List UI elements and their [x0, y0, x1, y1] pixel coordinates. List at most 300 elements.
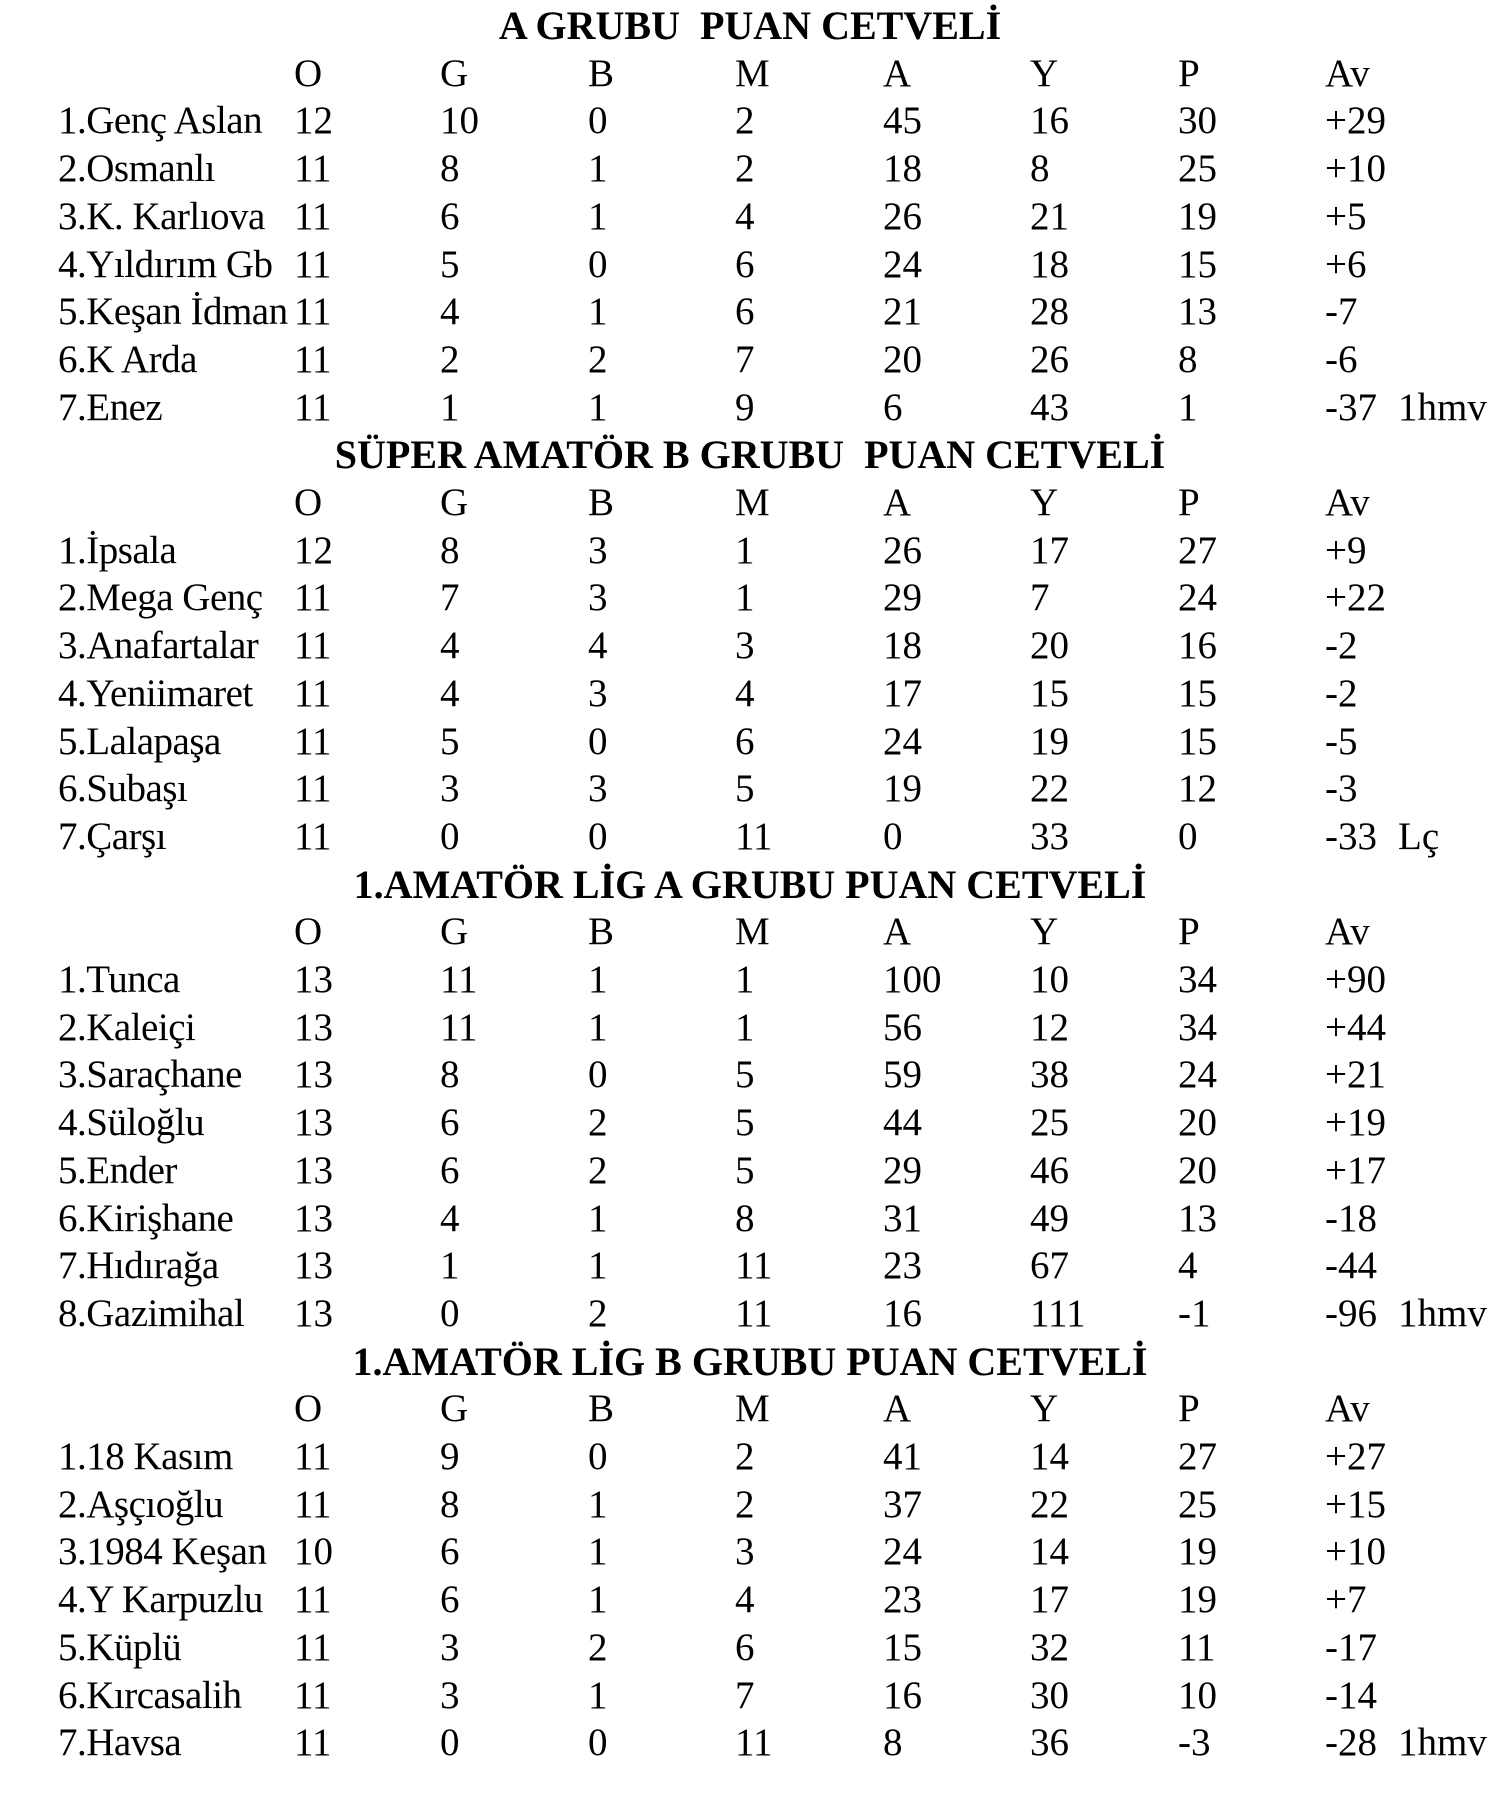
- cell-played: 11: [294, 671, 332, 715]
- cell-points: 25: [1178, 1482, 1217, 1526]
- cell-played: 13: [294, 1148, 333, 1192]
- team-name: 3.Saraçhane: [58, 1053, 242, 1097]
- cell-won: 11: [440, 1005, 478, 1049]
- cell-played: 11: [294, 290, 332, 334]
- cell-goals-for: 20: [883, 337, 922, 381]
- cell-goal-difference: -3: [1325, 767, 1358, 811]
- cell-points: 20: [1178, 1148, 1217, 1192]
- cell-drawn: 1: [588, 1530, 608, 1574]
- cell-goal-difference: +17: [1325, 1148, 1386, 1192]
- cell-drawn: 3: [588, 576, 608, 620]
- team-name: 2.Kaleiçi: [58, 1005, 196, 1049]
- table-row: [0, 718, 1500, 765]
- table-row: [0, 813, 1500, 860]
- team-name: 5.Küplü: [58, 1625, 182, 1669]
- cell-points: 13: [1178, 290, 1217, 334]
- cell-drawn: 1: [588, 1578, 608, 1622]
- column-header-b: B: [588, 910, 615, 954]
- cell-goal-difference: +90: [1325, 958, 1386, 1001]
- cell-played: 11: [294, 719, 332, 763]
- cell-won: 6: [440, 1578, 460, 1622]
- cell-goal-difference: +5: [1325, 194, 1367, 238]
- cell-points: 27: [1178, 1435, 1217, 1478]
- cell-lost: 4: [735, 194, 755, 238]
- cell-goals-for: 100: [883, 958, 942, 1001]
- cell-won: 0: [440, 1291, 460, 1335]
- team-name: 4.Yıldırım Gb: [58, 242, 273, 286]
- cell-goals-against: 17: [1030, 1578, 1069, 1622]
- team-name: 4.Süloğlu: [58, 1101, 205, 1145]
- column-header-m: M: [735, 1387, 770, 1431]
- cell-goals-for: 59: [883, 1053, 922, 1097]
- cell-won: 10: [440, 99, 479, 143]
- cell-won: 3: [440, 1673, 460, 1717]
- cell-lost: 7: [735, 337, 755, 381]
- cell-lost: 3: [735, 624, 755, 668]
- cell-goals-for: 16: [883, 1673, 922, 1717]
- cell-goals-against: 21: [1030, 194, 1069, 238]
- cell-points: 19: [1178, 1530, 1217, 1574]
- cell-goals-for: 8: [883, 1721, 903, 1765]
- cell-lost: 1: [735, 1005, 755, 1049]
- team-name: 2.Aşçıoğlu: [58, 1482, 224, 1526]
- cell-goals-for: 56: [883, 1005, 922, 1049]
- cell-points: 10: [1178, 1673, 1217, 1717]
- cell-played: 11: [294, 337, 332, 381]
- cell-goals-for: 24: [883, 242, 922, 286]
- column-header-o: O: [294, 481, 323, 524]
- cell-goals-against: 12: [1030, 1005, 1069, 1049]
- cell-goals-for: 19: [883, 767, 922, 811]
- cell-goals-against: 111: [1030, 1291, 1086, 1335]
- cell-drawn: 0: [588, 719, 608, 763]
- cell-played: 11: [294, 576, 332, 620]
- column-header-a: A: [883, 481, 912, 524]
- table-title: A GRUBU PUAN CETVELİ: [498, 3, 1002, 48]
- cell-drawn: 1: [588, 1005, 608, 1049]
- cell-won: 8: [440, 147, 460, 191]
- column-header-m: M: [735, 51, 770, 95]
- cell-points: 12: [1178, 767, 1217, 811]
- cell-goals-against: 20: [1030, 624, 1069, 668]
- column-header-av: Av: [1325, 910, 1370, 954]
- table-row: [0, 288, 1500, 335]
- column-header-row: [0, 908, 1500, 955]
- cell-won: 6: [440, 194, 460, 238]
- table-title: 1.AMATÖR LİG B GRUBU PUAN CETVELİ: [352, 1338, 1148, 1384]
- cell-goals-against: 30: [1030, 1673, 1069, 1717]
- cell-goal-difference: +7: [1325, 1578, 1367, 1622]
- cell-goals-against: 14: [1030, 1435, 1069, 1478]
- column-header-b: B: [588, 51, 615, 95]
- table-row: [0, 1576, 1500, 1623]
- cell-won: 11: [440, 958, 478, 1001]
- team-name: 1.Tunca: [58, 958, 180, 1001]
- cell-goals-for: 41: [883, 1435, 922, 1478]
- cell-drawn: 1: [588, 1196, 608, 1240]
- cell-goals-against: 67: [1030, 1244, 1069, 1288]
- team-name: 2.Osmanlı: [58, 147, 215, 191]
- table-row: [0, 241, 1500, 288]
- row-note: 1hmv: [1398, 1291, 1487, 1335]
- cell-won: 4: [440, 671, 460, 715]
- cell-played: 11: [294, 1625, 332, 1669]
- cell-goals-against: 43: [1030, 385, 1069, 429]
- cell-goals-for: 31: [883, 1196, 922, 1240]
- cell-played: 12: [294, 528, 333, 572]
- cell-goals-for: 45: [883, 99, 922, 143]
- cell-drawn: 2: [588, 1101, 608, 1145]
- table-row: [0, 1481, 1500, 1528]
- cell-lost: 1: [735, 958, 755, 1001]
- team-name: 8.Gazimihal: [58, 1291, 245, 1335]
- cell-points: -1: [1178, 1291, 1211, 1335]
- cell-drawn: 1: [588, 1673, 608, 1717]
- cell-won: 3: [440, 1625, 460, 1669]
- cell-points: 4: [1178, 1244, 1198, 1288]
- cell-won: 8: [440, 1053, 460, 1097]
- cell-played: 11: [294, 1673, 332, 1717]
- column-header-a: A: [883, 910, 912, 954]
- cell-goals-against: 17: [1030, 528, 1069, 572]
- cell-goals-against: 22: [1030, 1482, 1069, 1526]
- cell-goal-difference: -5: [1325, 719, 1358, 763]
- column-header-p: P: [1178, 481, 1200, 524]
- table-row: [0, 1290, 1500, 1337]
- row-note: 1hmv: [1398, 1721, 1487, 1765]
- row-note: Lç: [1398, 814, 1440, 858]
- cell-goals-against: 46: [1030, 1148, 1069, 1192]
- cell-drawn: 1: [588, 385, 608, 429]
- cell-goal-difference: -2: [1325, 671, 1358, 715]
- cell-goal-difference: -33: [1325, 814, 1377, 858]
- cell-goals-for: 26: [883, 194, 922, 238]
- cell-played: 13: [294, 1244, 333, 1288]
- cell-won: 1: [440, 1244, 460, 1288]
- column-header-g: G: [440, 1387, 469, 1431]
- cell-lost: 5: [735, 1053, 755, 1097]
- cell-lost: 1: [735, 576, 755, 620]
- team-name: 7.Hıdırağa: [58, 1244, 219, 1288]
- cell-points: 0: [1178, 814, 1198, 858]
- team-name: 6.Subaşı: [58, 767, 188, 811]
- cell-drawn: 0: [588, 814, 608, 858]
- cell-played: 11: [294, 242, 332, 286]
- cell-goal-difference: +15: [1325, 1482, 1386, 1526]
- cell-drawn: 0: [588, 1053, 608, 1097]
- cell-goals-for: 0: [883, 814, 903, 858]
- cell-played: 11: [294, 814, 332, 858]
- column-header-p: P: [1178, 910, 1200, 954]
- cell-goals-for: 23: [883, 1578, 922, 1622]
- cell-goals-against: 28: [1030, 290, 1069, 334]
- cell-drawn: 2: [588, 1148, 608, 1192]
- cell-points: 11: [1178, 1625, 1216, 1669]
- column-header-g: G: [440, 910, 469, 954]
- team-name: 3.K. Karlıova: [58, 194, 265, 238]
- team-name: 6.Kirişhane: [58, 1196, 234, 1240]
- cell-goals-against: 38: [1030, 1053, 1069, 1097]
- cell-points: 20: [1178, 1101, 1217, 1145]
- cell-goal-difference: +10: [1325, 147, 1386, 191]
- cell-goal-difference: +19: [1325, 1101, 1386, 1145]
- cell-goal-difference: -18: [1325, 1196, 1377, 1240]
- cell-played: 11: [294, 385, 332, 429]
- column-header-y: Y: [1030, 481, 1059, 524]
- cell-points: 24: [1178, 576, 1217, 620]
- cell-goal-difference: +9: [1325, 528, 1367, 572]
- cell-goal-difference: -2: [1325, 624, 1358, 668]
- team-name: 2.Mega Genç: [58, 576, 263, 620]
- cell-goals-for: 6: [883, 385, 903, 429]
- table-row: [0, 97, 1500, 144]
- cell-goal-difference: -7: [1325, 290, 1358, 334]
- cell-lost: 5: [735, 1148, 755, 1192]
- cell-goals-for: 37: [883, 1482, 922, 1526]
- table-row: [0, 527, 1500, 574]
- table-row: [0, 1195, 1500, 1242]
- cell-played: 12: [294, 99, 333, 143]
- team-name: 5.Lalapaşa: [58, 719, 221, 763]
- cell-lost: 11: [735, 814, 773, 858]
- cell-won: 8: [440, 528, 460, 572]
- cell-lost: 9: [735, 385, 755, 429]
- cell-points: 1: [1178, 385, 1198, 429]
- cell-points: 34: [1178, 958, 1217, 1001]
- column-header-av: Av: [1325, 1387, 1370, 1431]
- cell-goal-difference: -28: [1325, 1721, 1377, 1765]
- team-name: 7.Enez: [58, 385, 163, 429]
- cell-drawn: 4: [588, 624, 608, 668]
- cell-points: 15: [1178, 671, 1217, 715]
- cell-drawn: 3: [588, 528, 608, 572]
- cell-won: 2: [440, 337, 460, 381]
- cell-lost: 4: [735, 671, 755, 715]
- team-name: 4.Yeniimaret: [58, 671, 253, 715]
- cell-played: 13: [294, 1291, 333, 1335]
- cell-drawn: 2: [588, 1291, 608, 1335]
- column-header-p: P: [1178, 1387, 1200, 1431]
- table-row: [0, 622, 1500, 669]
- cell-goals-against: 22: [1030, 767, 1069, 811]
- cell-goals-against: 25: [1030, 1101, 1069, 1145]
- table-row: [0, 1242, 1500, 1289]
- cell-goals-for: 44: [883, 1101, 922, 1145]
- cell-goal-difference: -37: [1325, 385, 1377, 429]
- column-header-row: [0, 479, 1500, 526]
- cell-goals-for: 23: [883, 1244, 922, 1288]
- cell-goals-against: 16: [1030, 99, 1069, 143]
- column-header-y: Y: [1030, 51, 1059, 95]
- cell-goals-for: 17: [883, 671, 922, 715]
- column-header-b: B: [588, 481, 615, 524]
- cell-won: 0: [440, 814, 460, 858]
- cell-goals-against: 49: [1030, 1196, 1069, 1240]
- cell-lost: 2: [735, 1435, 755, 1478]
- cell-played: 13: [294, 1196, 333, 1240]
- column-header-a: A: [883, 1387, 912, 1431]
- team-name: 5.Ender: [58, 1148, 177, 1192]
- cell-played: 11: [294, 1578, 332, 1622]
- cell-lost: 4: [735, 1578, 755, 1622]
- cell-lost: 6: [735, 719, 755, 763]
- cell-played: 13: [294, 1005, 333, 1049]
- cell-lost: 11: [735, 1291, 773, 1335]
- column-header-o: O: [294, 910, 323, 954]
- cell-goal-difference: -14: [1325, 1673, 1377, 1717]
- cell-lost: 2: [735, 99, 755, 143]
- cell-points: 8: [1178, 337, 1198, 381]
- column-header-g: G: [440, 51, 469, 95]
- cell-goal-difference: +6: [1325, 242, 1367, 286]
- team-name: 4.Y Karpuzlu: [58, 1578, 263, 1622]
- column-header-row: [0, 50, 1500, 97]
- table-row: [0, 145, 1500, 192]
- cell-goals-for: 18: [883, 147, 922, 191]
- row-note: 1hmv: [1398, 385, 1487, 429]
- table-row: [0, 1051, 1500, 1098]
- cell-goal-difference: -44: [1325, 1244, 1377, 1288]
- cell-goals-against: 26: [1030, 337, 1069, 381]
- column-header-o: O: [294, 51, 323, 95]
- table-title: 1.AMATÖR LİG A GRUBU PUAN CETVELİ: [353, 861, 1147, 907]
- cell-won: 6: [440, 1530, 460, 1574]
- cell-goals-against: 33: [1030, 814, 1069, 858]
- column-header-b: B: [588, 1387, 615, 1431]
- cell-played: 10: [294, 1530, 333, 1574]
- cell-played: 11: [294, 1435, 332, 1478]
- cell-goals-for: 29: [883, 1148, 922, 1192]
- table-row: [0, 1004, 1500, 1051]
- cell-points: 30: [1178, 99, 1217, 143]
- table-row: [0, 956, 1500, 1003]
- table-title: SÜPER AMATÖR B GRUBU PUAN CETVELİ: [334, 432, 1166, 478]
- column-header-a: A: [883, 51, 912, 95]
- column-header-p: P: [1178, 51, 1200, 95]
- table-row: [0, 384, 1500, 431]
- cell-won: 3: [440, 767, 460, 811]
- cell-goals-for: 29: [883, 576, 922, 620]
- cell-lost: 5: [735, 1101, 755, 1145]
- team-name: 1.18 Kasım: [58, 1435, 233, 1478]
- cell-played: 11: [294, 767, 332, 811]
- team-name: 3.1984 Keşan: [58, 1530, 267, 1574]
- column-header-av: Av: [1325, 481, 1370, 524]
- team-name: 7.Çarşı: [58, 814, 167, 858]
- cell-goals-for: 21: [883, 290, 922, 334]
- cell-played: 11: [294, 147, 332, 191]
- cell-goals-against: 15: [1030, 671, 1069, 715]
- cell-drawn: 1: [588, 194, 608, 238]
- cell-goals-against: 14: [1030, 1530, 1069, 1574]
- cell-drawn: 0: [588, 242, 608, 286]
- table-row: [0, 193, 1500, 240]
- cell-points: -3: [1178, 1721, 1211, 1765]
- cell-goal-difference: +29: [1325, 99, 1386, 143]
- cell-goals-for: 26: [883, 528, 922, 572]
- cell-goal-difference: +22: [1325, 576, 1386, 620]
- cell-goals-against: 19: [1030, 719, 1069, 763]
- cell-drawn: 2: [588, 337, 608, 381]
- cell-lost: 6: [735, 242, 755, 286]
- cell-drawn: 1: [588, 290, 608, 334]
- team-name: 1.İpsala: [58, 528, 177, 572]
- cell-played: 13: [294, 1101, 333, 1145]
- table-row: [0, 1433, 1500, 1480]
- cell-goal-difference: +44: [1325, 1005, 1386, 1049]
- cell-drawn: 1: [588, 958, 608, 1001]
- cell-won: 4: [440, 1196, 460, 1240]
- cell-points: 24: [1178, 1053, 1217, 1097]
- cell-drawn: 1: [588, 1482, 608, 1526]
- cell-won: 9: [440, 1435, 460, 1478]
- cell-points: 15: [1178, 719, 1217, 763]
- column-header-row: [0, 1385, 1500, 1432]
- cell-won: 8: [440, 1482, 460, 1526]
- cell-won: 7: [440, 576, 460, 620]
- cell-goals-against: 10: [1030, 958, 1069, 1001]
- table-row: [0, 1528, 1500, 1575]
- column-header-o: O: [294, 1387, 323, 1431]
- table-row: [0, 336, 1500, 383]
- cell-drawn: 0: [588, 1435, 608, 1478]
- cell-goal-difference: +21: [1325, 1053, 1386, 1097]
- cell-points: 16: [1178, 624, 1217, 668]
- team-name: 6.K Arda: [58, 337, 197, 381]
- cell-drawn: 3: [588, 671, 608, 715]
- cell-won: 1: [440, 385, 460, 429]
- team-name: 1.Genç Aslan: [58, 99, 263, 143]
- cell-won: 5: [440, 719, 460, 763]
- cell-drawn: 0: [588, 99, 608, 143]
- cell-drawn: 0: [588, 1721, 608, 1765]
- cell-goals-for: 18: [883, 624, 922, 668]
- table-row: [0, 1719, 1500, 1766]
- cell-played: 11: [294, 624, 332, 668]
- cell-goals-against: 36: [1030, 1721, 1069, 1765]
- column-header-y: Y: [1030, 1387, 1059, 1431]
- cell-won: 4: [440, 290, 460, 334]
- cell-lost: 7: [735, 1673, 755, 1717]
- cell-points: 19: [1178, 1578, 1217, 1622]
- cell-lost: 11: [735, 1721, 773, 1765]
- cell-points: 34: [1178, 1005, 1217, 1049]
- cell-lost: 8: [735, 1196, 755, 1240]
- cell-lost: 3: [735, 1530, 755, 1574]
- cell-won: 6: [440, 1148, 460, 1192]
- cell-played: 13: [294, 958, 333, 1001]
- cell-lost: 1: [735, 528, 755, 572]
- column-header-m: M: [735, 910, 770, 954]
- cell-goals-against: 7: [1030, 576, 1050, 620]
- table-row: [0, 574, 1500, 621]
- table-row: [0, 1624, 1500, 1671]
- cell-goals-for: 24: [883, 719, 922, 763]
- cell-goal-difference: +10: [1325, 1530, 1386, 1574]
- cell-played: 11: [294, 1482, 332, 1526]
- cell-lost: 2: [735, 1482, 755, 1526]
- table-row: [0, 1147, 1500, 1194]
- cell-goals-for: 15: [883, 1625, 922, 1669]
- cell-goals-for: 24: [883, 1530, 922, 1574]
- cell-points: 15: [1178, 242, 1217, 286]
- team-name: 7.Havsa: [58, 1721, 182, 1765]
- cell-lost: 5: [735, 767, 755, 811]
- cell-goal-difference: -96: [1325, 1291, 1377, 1335]
- column-header-av: Av: [1325, 51, 1370, 95]
- table-row: [0, 765, 1500, 812]
- cell-lost: 11: [735, 1244, 773, 1288]
